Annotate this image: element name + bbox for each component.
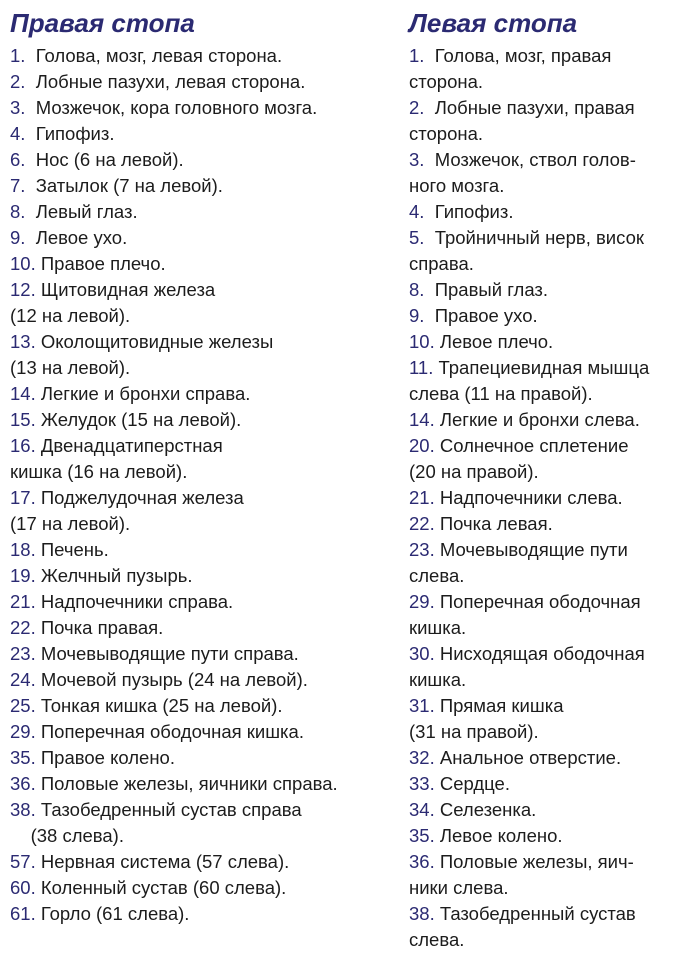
right-foot-heading: Правая стопа	[10, 8, 195, 38]
list-item	[409, 173, 693, 199]
item-number: 11.	[409, 357, 434, 378]
item-spacing	[25, 123, 35, 144]
list-item	[409, 745, 693, 771]
right-foot-list	[10, 43, 402, 927]
item-number: 38.	[409, 903, 435, 924]
list-item	[10, 43, 402, 69]
item-number: 4.	[10, 123, 26, 144]
item-number: 24.	[10, 669, 36, 690]
item-text: Левое ухо.	[35, 227, 128, 248]
list-item	[409, 251, 693, 277]
item-spacing	[424, 227, 434, 248]
item-text: Половые железы, яич-	[439, 851, 634, 872]
item-text: Мочевыводящие пути справа.	[40, 643, 299, 664]
list-item	[409, 485, 693, 511]
item-text: Нисходящая ободочная	[439, 643, 645, 664]
item-text: Двенадцатиперстная	[40, 435, 223, 456]
item-number: 19.	[10, 565, 36, 586]
item-number: 12.	[10, 279, 36, 300]
list-item	[10, 329, 402, 355]
item-spacing	[25, 175, 35, 196]
item-text: Лобные пазухи, левая сторона.	[35, 71, 306, 92]
item-text: Тройничный нерв, висок	[434, 227, 644, 248]
list-item	[10, 485, 402, 511]
item-text: Гипофиз.	[434, 201, 514, 222]
left-foot-column	[409, 6, 693, 953]
list-item	[10, 875, 402, 901]
list-item	[10, 381, 402, 407]
item-text: сторона.	[409, 71, 484, 92]
item-number: 30.	[409, 643, 435, 664]
item-text: (13 на левой).	[10, 357, 131, 378]
item-number: 14.	[409, 409, 435, 430]
item-number: 29.	[409, 591, 435, 612]
item-text: Правое ухо.	[434, 305, 538, 326]
list-item	[10, 719, 402, 745]
item-text: (17 на левой).	[10, 513, 131, 534]
item-spacing	[25, 97, 35, 118]
item-text: Печень.	[40, 539, 109, 560]
item-text: Почка левая.	[439, 513, 553, 534]
item-text: Горло (61 слева).	[40, 903, 190, 924]
item-text: Трапециевидная мышца	[438, 357, 650, 378]
list-item	[10, 147, 402, 173]
item-text: кишка.	[409, 617, 467, 638]
item-number: 4.	[409, 201, 425, 222]
item-text: Лобные пазухи, правая	[434, 97, 635, 118]
item-text: Нервная система (57 слева).	[40, 851, 290, 872]
item-text: (12 на левой).	[10, 305, 131, 326]
item-number: 35.	[10, 747, 36, 768]
item-number: 18.	[10, 539, 36, 560]
item-number: 20.	[409, 435, 435, 456]
item-number: 36.	[10, 773, 36, 794]
item-number: 38.	[10, 799, 36, 820]
item-number: 16.	[10, 435, 36, 456]
list-item	[409, 277, 693, 303]
item-text: Тонкая кишка (25 на левой).	[40, 695, 283, 716]
item-number: 23.	[10, 643, 36, 664]
item-text: ники слева.	[409, 877, 509, 898]
list-item	[10, 615, 402, 641]
item-text: Гипофиз.	[35, 123, 115, 144]
list-item	[10, 901, 402, 927]
item-text: Надпочечники слева.	[439, 487, 623, 508]
item-spacing	[424, 149, 434, 170]
item-number: 1.	[409, 45, 425, 66]
item-number: 22.	[409, 513, 435, 534]
list-item	[10, 199, 402, 225]
item-number: 15.	[10, 409, 36, 430]
list-item	[409, 69, 693, 95]
list-item	[10, 459, 402, 485]
item-text: Солнечное сплетение	[439, 435, 629, 456]
item-number: 57.	[10, 851, 36, 872]
item-number: 5.	[409, 227, 425, 248]
item-number: 1.	[10, 45, 26, 66]
item-text: Тазобедренный сустав справа	[40, 799, 302, 820]
item-text: Правое плечо.	[40, 253, 166, 274]
item-spacing	[25, 45, 35, 66]
list-item	[409, 615, 693, 641]
item-number: 35.	[409, 825, 435, 846]
item-text: Легкие и бронхи слева.	[439, 409, 640, 430]
list-item	[10, 745, 402, 771]
item-number: 33.	[409, 773, 435, 794]
item-spacing	[10, 825, 31, 846]
item-text: Тазобедренный сустав	[439, 903, 636, 924]
list-item	[409, 537, 693, 563]
list-item	[409, 667, 693, 693]
list-item	[10, 407, 402, 433]
item-number: 6.	[10, 149, 26, 170]
item-text: слева.	[409, 565, 465, 586]
item-number: 13.	[10, 331, 36, 352]
list-item	[10, 355, 402, 381]
list-item	[409, 381, 693, 407]
item-spacing	[25, 201, 35, 222]
item-text: (31 на правой).	[409, 721, 539, 742]
item-number: 9.	[409, 305, 425, 326]
item-number: 61.	[10, 903, 36, 924]
list-item	[10, 589, 402, 615]
item-text: Левое плечо.	[439, 331, 554, 352]
item-text: Мочевыводящие пути	[439, 539, 628, 560]
item-text: слева (11 на правой).	[409, 383, 593, 404]
item-number: 32.	[409, 747, 435, 768]
item-number: 25.	[10, 695, 36, 716]
left-foot-list	[409, 43, 693, 953]
list-item	[409, 303, 693, 329]
list-item	[409, 875, 693, 901]
item-text: Околощитовидные железы	[40, 331, 274, 352]
item-text: (20 на правой).	[409, 461, 539, 482]
item-spacing	[424, 305, 434, 326]
list-item	[10, 225, 402, 251]
list-item	[409, 147, 693, 173]
item-spacing	[424, 279, 434, 300]
item-text: Поджелудочная железа	[40, 487, 244, 508]
list-item	[10, 563, 402, 589]
item-text: Нос (6 на левой).	[35, 149, 184, 170]
list-item	[10, 537, 402, 563]
item-text: сторона.	[409, 123, 484, 144]
item-number: 8.	[409, 279, 425, 300]
item-text: Надпочечники справа.	[40, 591, 234, 612]
item-text: кишка (16 на левой).	[10, 461, 188, 482]
list-item	[10, 849, 402, 875]
item-number: 21.	[409, 487, 435, 508]
list-item	[409, 719, 693, 745]
list-item	[10, 823, 402, 849]
item-number: 2.	[10, 71, 26, 92]
item-text: кишка.	[409, 669, 467, 690]
item-number: 60.	[10, 877, 36, 898]
item-text: Затылок (7 на левой).	[35, 175, 223, 196]
item-text: Голова, мозг, правая	[434, 45, 612, 66]
item-number: 17.	[10, 487, 36, 508]
item-spacing	[424, 97, 434, 118]
item-number: 3.	[10, 97, 26, 118]
item-number: 2.	[409, 97, 425, 118]
item-number: 9.	[10, 227, 26, 248]
item-number: 36.	[409, 851, 435, 872]
item-text: Мочевой пузырь (24 на левой).	[40, 669, 308, 690]
left-foot-heading: Левая стопа	[409, 8, 578, 38]
list-item	[409, 95, 693, 121]
list-item	[409, 43, 693, 69]
list-item	[409, 433, 693, 459]
item-text: Поперечная ободочная	[439, 591, 641, 612]
list-item	[10, 433, 402, 459]
item-text: слева.	[409, 929, 465, 950]
item-text: справа.	[409, 253, 474, 274]
item-number: 23.	[409, 539, 435, 560]
item-text: Легкие и бронхи справа.	[40, 383, 251, 404]
item-text: (38 слева).	[30, 825, 124, 846]
item-text: Голова, мозг, левая сторона.	[35, 45, 283, 66]
item-text: Левый глаз.	[35, 201, 138, 222]
list-item	[409, 199, 693, 225]
list-item	[409, 771, 693, 797]
item-spacing	[424, 45, 434, 66]
list-item	[10, 511, 402, 537]
list-item	[409, 797, 693, 823]
item-text: ного мозга.	[409, 175, 505, 196]
list-item	[409, 641, 693, 667]
item-text: Желудок (15 на левой).	[40, 409, 242, 430]
item-number: 21.	[10, 591, 36, 612]
list-item	[409, 355, 693, 381]
list-item	[409, 563, 693, 589]
item-text: Поперечная ободочная кишка.	[40, 721, 304, 742]
list-item	[409, 901, 693, 927]
list-item	[10, 277, 402, 303]
item-number: 10.	[409, 331, 435, 352]
item-text: Коленный сустав (60 слева).	[40, 877, 287, 898]
item-text: Сердце.	[439, 773, 510, 794]
list-item	[10, 641, 402, 667]
item-text: Левое колено.	[439, 825, 563, 846]
item-number: 8.	[10, 201, 26, 222]
item-spacing	[25, 227, 35, 248]
list-item	[409, 407, 693, 433]
list-item	[409, 511, 693, 537]
right-foot-column	[10, 6, 402, 927]
list-item	[409, 225, 693, 251]
list-item	[10, 303, 402, 329]
item-number: 3.	[409, 149, 425, 170]
item-text: Селезенка.	[439, 799, 537, 820]
item-text: Почка правая.	[40, 617, 164, 638]
list-item	[10, 69, 402, 95]
item-number: 31.	[409, 695, 435, 716]
list-item	[409, 459, 693, 485]
list-item	[409, 589, 693, 615]
item-number: 7.	[10, 175, 26, 196]
list-item	[10, 173, 402, 199]
item-number: 22.	[10, 617, 36, 638]
item-number: 14.	[10, 383, 36, 404]
item-number: 34.	[409, 799, 435, 820]
list-item	[409, 693, 693, 719]
item-text: Анальное отверстие.	[439, 747, 622, 768]
list-item	[409, 927, 693, 953]
list-item	[10, 121, 402, 147]
item-text: Правый глаз.	[434, 279, 549, 300]
item-text: Правое колено.	[40, 747, 175, 768]
item-text: Щитовидная железа	[40, 279, 216, 300]
list-item	[10, 693, 402, 719]
item-spacing	[25, 149, 35, 170]
list-item	[409, 329, 693, 355]
item-number: 29.	[10, 721, 36, 742]
item-number: 10.	[10, 253, 36, 274]
item-text: Прямая кишка	[439, 695, 564, 716]
item-text: Мозжечок, кора головного мозга.	[35, 97, 318, 118]
list-item	[409, 121, 693, 147]
item-text: Мозжечок, ствол голов-	[434, 149, 636, 170]
list-item	[10, 667, 402, 693]
list-item	[10, 797, 402, 823]
list-item	[10, 251, 402, 277]
list-item	[10, 771, 402, 797]
list-item	[409, 849, 693, 875]
item-text: Половые железы, яичники справа.	[40, 773, 338, 794]
item-spacing	[25, 71, 35, 92]
list-item	[10, 95, 402, 121]
list-item	[409, 823, 693, 849]
item-text: Желчный пузырь.	[40, 565, 193, 586]
item-spacing	[424, 201, 434, 222]
